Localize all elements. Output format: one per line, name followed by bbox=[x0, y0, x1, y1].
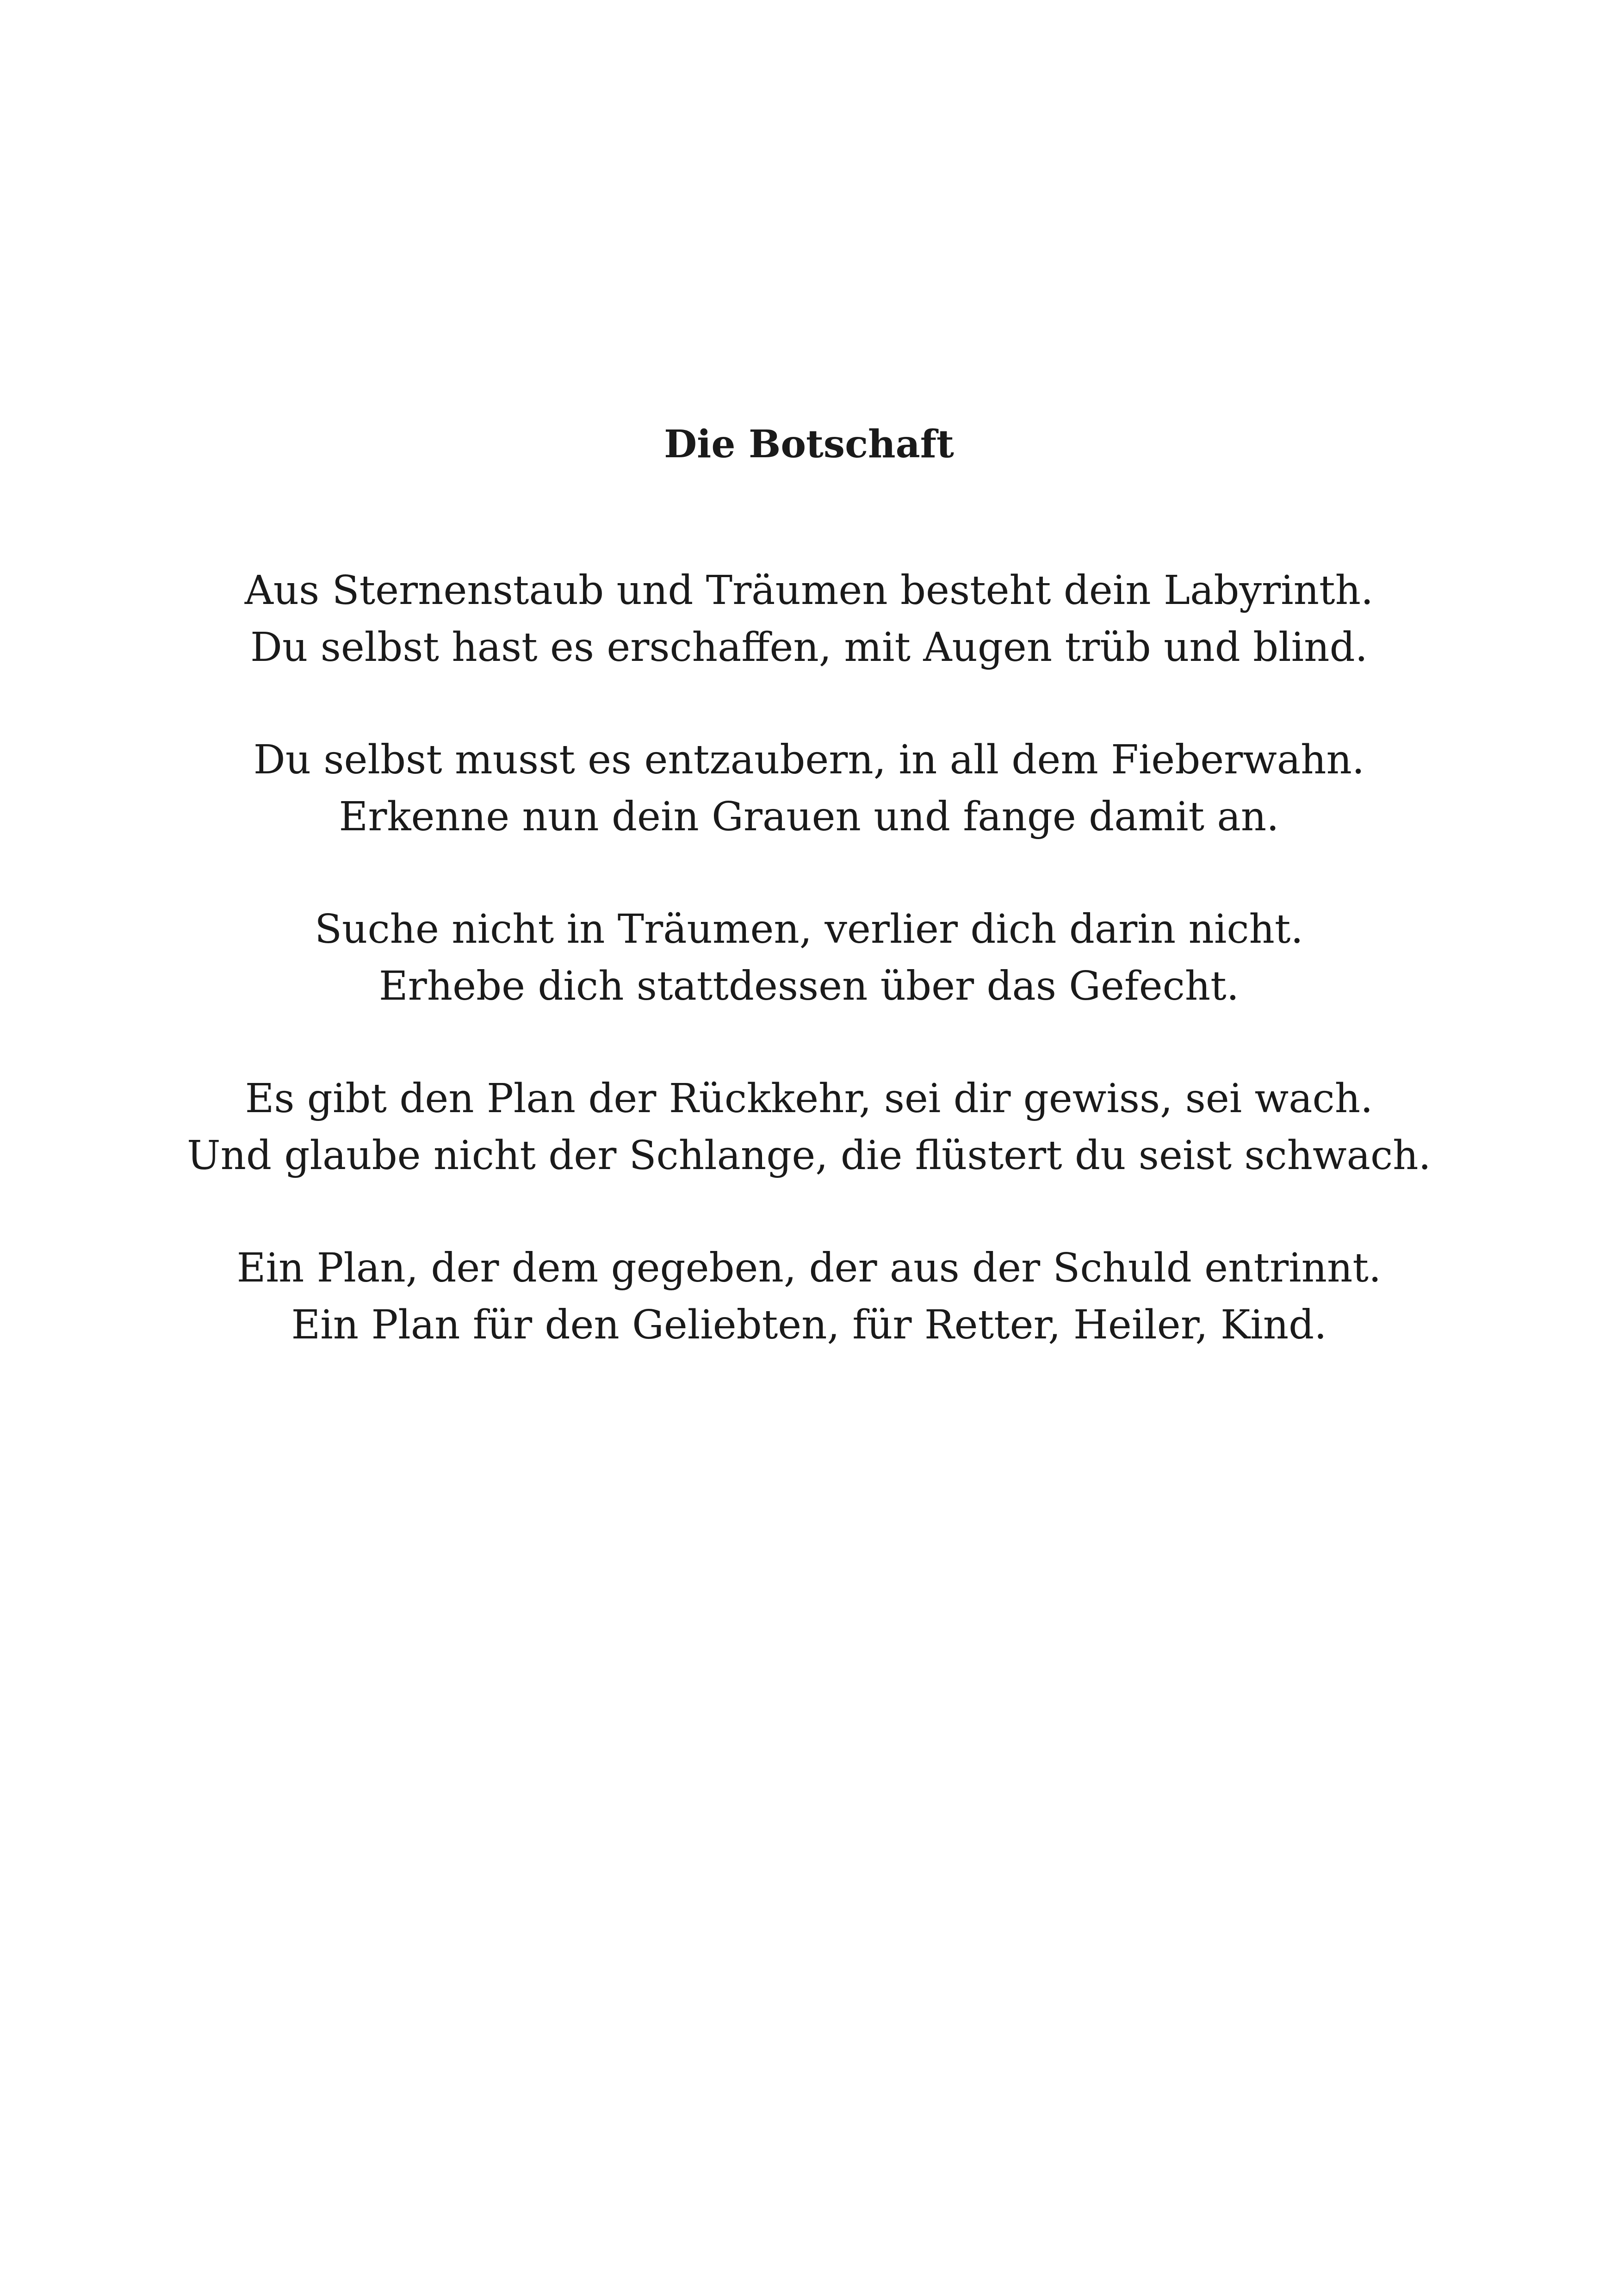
poem-line: Aus Sternenstaub und Träumen besteht dein Labyrinth. bbox=[244, 567, 1374, 614]
stanza-5 bbox=[0, 1240, 1618, 1354]
stanza-1 bbox=[0, 562, 1618, 676]
poem-line: Du selbst hast es erschaffen, mit Augen trüb und blind. bbox=[250, 624, 1368, 671]
poem-title: Die Botschaft bbox=[664, 422, 954, 467]
poem-line: Und glaube nicht der Schlange, die flüstert du seist schwach. bbox=[187, 1132, 1431, 1179]
stanza-2 bbox=[0, 732, 1618, 846]
poem-line: Suche nicht in Träumen, verlier dich darin nicht. bbox=[315, 906, 1303, 952]
poem-line: Erkenne nun dein Grauen und fange damit an. bbox=[339, 794, 1279, 840]
poem-line: Erhebe dich stattdessen über das Gefecht. bbox=[378, 963, 1240, 1009]
poem-line: Du selbst musst es entzaubern, in all dem Fieberwahn. bbox=[253, 737, 1365, 783]
poem-line: Ein Plan, der dem gegeben, der aus der Schuld entrinnt. bbox=[236, 1245, 1382, 1291]
poem-body bbox=[0, 562, 1618, 1409]
poem-line: Es gibt den Plan der Rückkehr, sei dir gewiss, sei wach. bbox=[245, 1076, 1373, 1122]
stanza-3 bbox=[0, 901, 1618, 1015]
stanza-4 bbox=[0, 1070, 1618, 1184]
poem-line: Ein Plan für den Geliebten, für Retter, Heiler, Kind. bbox=[291, 1302, 1327, 1348]
